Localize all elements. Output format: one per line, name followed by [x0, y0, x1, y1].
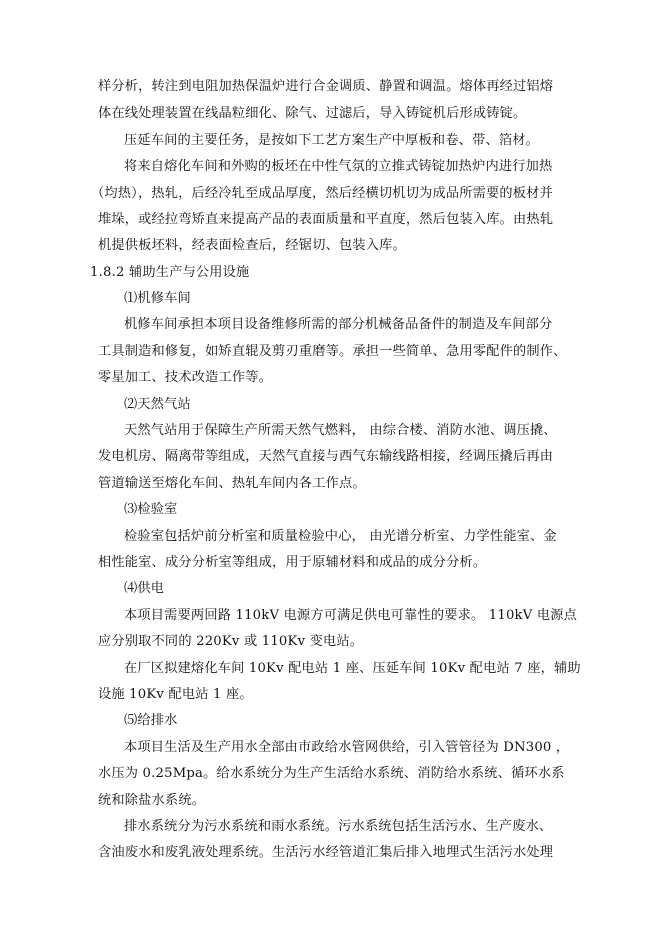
subsection-heading: ⑵天然气站 [124, 397, 191, 412]
body-text-line: 在厂区拟建熔化车间 10Kv 配电站 1 座、压延车间 10Kv 配电站 7 座，辅助 [124, 661, 581, 676]
body-text-line: 将来自熔化车间和外购的板坯在中性气氛的立推式铸锭加热炉内进行加热 [124, 159, 553, 174]
body-text-line: 相性能室、成分分析室等组成，用于原辅材料和成品的成分分析。 [98, 555, 487, 570]
body-text-line: 应分别取不同的 220Kv 或 110Kv 变电站。 [98, 634, 364, 649]
body-text-line: 设施 10Kv 配电站 1 座。 [98, 687, 253, 702]
body-text-line: 水压为 0.25Mpa。给水系统分为生产生活给水系统、消防给水系统、循环水系 [98, 766, 565, 781]
body-text-line: 发电机房、隔离带等组成，天然气直接与西气东输线路相接，经调压撬后再由 [98, 449, 554, 464]
subsection-heading: ⑷供电 [124, 581, 165, 596]
body-text-line: 堆垛，或经拉弯矫直来提高产品的表面质量和平直度，然后包装入库。由热轧 [98, 212, 554, 227]
body-text-line: 统和除盐水系统。 [98, 793, 206, 808]
body-text-line: 工具制造和修复，如矫直辊及剪刃重磨等。承担一些简单、急用零配件的制作、 [98, 344, 567, 359]
body-text-line: 含油废水和废乳液处理系统。生活污水经管道汇集后排入地埋式生活污水处理 [98, 845, 554, 860]
body-text-line: 天然气站用于保障生产所需天然气燃料， 由综合楼、消防水池、调压撬、 [124, 423, 557, 438]
body-text-line: 本项目生活及生产用水全部由市政给水管网供给，引入管管径为 DN300 ， [124, 740, 570, 755]
body-text-line: 零星加工、技术改造工作等。 [98, 370, 273, 385]
body-text-line: 压延车间的主要任务，是按如下工艺方案生产中厚板和卷、带、箔材。 [124, 133, 540, 148]
section-heading: 1.8.2 辅助生产与公用设施 [90, 265, 250, 280]
body-text-line: 排水系统分为污水系统和雨水系统。污水系统包括生活污水、生产废水、 [124, 819, 553, 834]
body-text-line: 本项目需要两回路 110kV 电源方可满足供电可靠性的要求。 110kV 电源点 [124, 608, 578, 623]
body-text-line: 机修车间承担本项目设备维修所需的部分机械备品备件的制造及车间部分 [124, 317, 553, 332]
body-text-line: 检验室包括炉前分析室和质量检验中心， 由光谱分析室、力学性能室、金 [124, 529, 557, 544]
subsection-heading: ⑴机修车间 [124, 291, 191, 306]
body-text-line: 体在线处理装置在线晶粒细化、除气、过滤后，导入铸锭机后形成铸锭。 [98, 106, 527, 121]
subsection-heading: ⑶检验室 [124, 502, 178, 517]
body-text-line: （均热），热轧，后经冷轧至成品厚度，然后经横切机切为成品所需要的板材并 [91, 186, 553, 201]
body-text-line: 管道输送至熔化车间、热轧车间内各工作点。 [98, 476, 366, 491]
subsection-heading: ⑸给排水 [124, 713, 178, 728]
body-text-line: 样分析，转注到电阻加热保温炉进行合金调质、静置和调温。熔体再经过铝熔 [98, 79, 554, 94]
body-text-line: 机提供板坯料，经表面检查后，经锯切、包装入库。 [98, 238, 406, 253]
